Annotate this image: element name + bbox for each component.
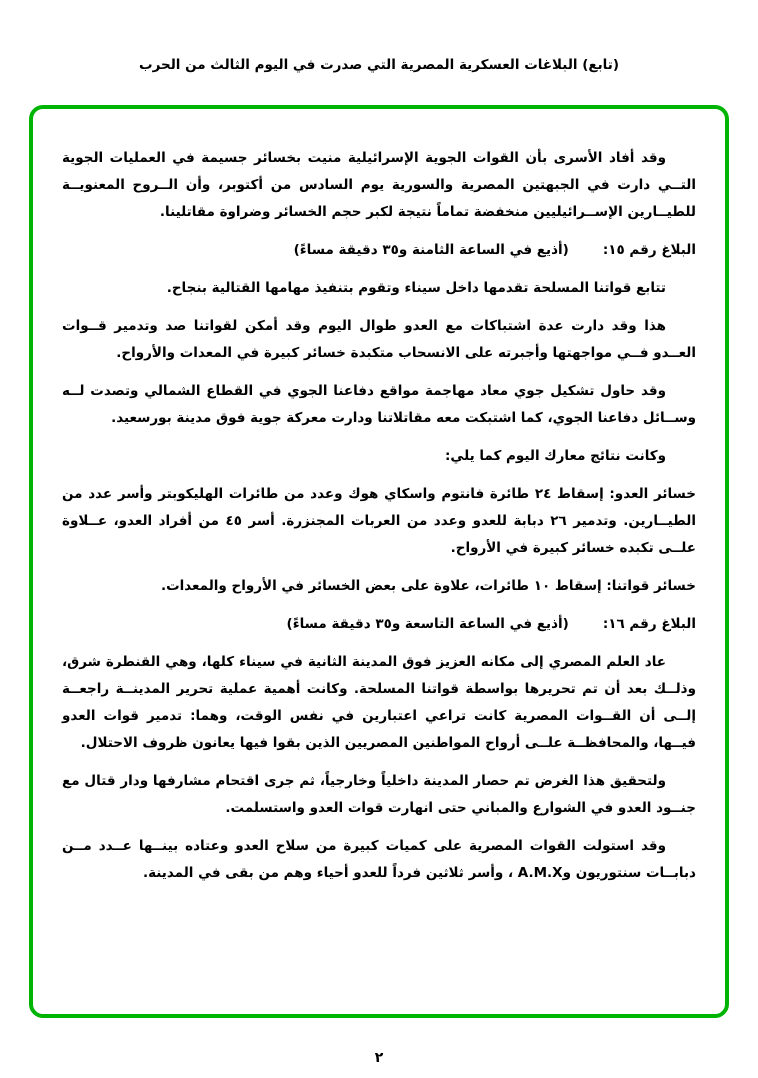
document-title: (تابع) البلاغات العسكرية المصرية التي صدرت في اليوم الثالث من الحرب: [139, 57, 619, 73]
paragraph-city-siege: ولتحقيق هذا الغرض تم حصار المدينة داخلياً وخارجياً، ثم جرى اقتحام مشارفها ودار قتال مع جنــود العدو في الشوارع والمباني حتى انهارت قوات العدو واستسلمت.: [62, 773, 696, 816]
bulletin-16-time: (أذيع في الساعة التاسعة و٣٥ دقيقة مساءً): [286, 616, 569, 632]
paragraph-captured-equipment: وقد استولت القوات المصرية على كميات كبيرة من سلاح العدو وعتاده بينــها عــدد مــن دبابــات سنتوريون وA.M.X ، وأسر ثلاثين فرداً للعدو أحياء وهم من بقى في المدينة.: [62, 838, 696, 881]
paragraph-prisoners-report: وقد أفاد الأسرى بأن القوات الجوية الإسرائيلية منيت بخسائر جسيمة في العمليات الجوية التــي دارت في الجبهتين المصرية والسورية يوم السادس من أكتوبر، وأن الــروح المعنويــة للطيــارين الإســرائيليين منخفضة تماماً نتيجة لكبر حجم الخسائر وضراوة مقاتلينا.: [62, 150, 696, 220]
paragraph-clashes: هذا وقد دارت عدة اشتباكات مع العدو طوال اليوم وقد أمكن لقواتنا صد وتدمير قــوات العــدو فــي مواجهتها وأجبرته على الانسحاب متكبدة خسائر كبيرة في المعدات والأرواح.: [62, 318, 696, 361]
paragraph-qantara-liberation: عاد العلم المصري إلى مكانه العزيز فوق المدينة الثانية في سيناء كلها، وهي القنطرة شرق، وذلــك بعد أن تم تحريرها بواسطة قواتنا المسلحة. وكانت أهمية عملية تحرير المدينــة راجعــة إلــى أن القــوات المصرية كانت تراعي اعتبارين في نفس الوقت، وهما: تدمير قوات العدو فيــها، والمحافظــة علــى أرواح المواطنين المصريين الذين بقوا فيها يعانون ظروف الاحتلال.: [62, 654, 696, 751]
bulletin-16-label: البلاغ رقم ١٦:: [602, 616, 696, 632]
paragraph-results-intro: وكانت نتائج معارك اليوم كما يلي:: [445, 448, 666, 464]
paragraph-enemy-losses: خسائر العدو: إسقاط ٢٤ طائرة فانتوم واسكاي هوك وعدد من طائرات الهليكوبتر وأسر عدد من الطيــارين. وتدمير ٢٦ دبابة للعدو وعدد من العربات المجنزرة. أسر ٤٥ من أفراد العدو، عــلاوة علــى تكبده خسائر كبيرة في الأرواح.: [62, 486, 697, 556]
bulletin-15-label: البلاغ رقم ١٥:: [602, 242, 696, 258]
paragraph-advance-sinai: تتابع قواتنا المسلحة تقدمها داخل سيناء وتقوم بتنفيذ مهامها القتالية بنجاح.: [166, 280, 666, 296]
bulletin-16-heading: [62, 611, 696, 638]
page-number: ٢: [374, 1050, 384, 1066]
paragraph-air-attack-north: وقد حاول تشكيل جوي معاد مهاجمة مواقع دفاعنا الجوي في القطاع الشمالي وتصدت لــه وســائل دفاعنا الجوي، كما اشتبكت معه مقاتلاتنا ودارت معركة جوية فوق مدينة بورسعيد.: [62, 383, 696, 426]
bulletin-15-heading: [62, 237, 696, 264]
paragraph-our-losses: خسائر قواتنا: إسقاط ١٠ طائرات، علاوة على بعض الخسائر في الأرواح والمعدات.: [160, 578, 696, 594]
bulletin-15-time: (أذيع في الساعة الثامنة و٣٥ دقيقة مساءً): [293, 242, 569, 258]
green-frame: [29, 105, 729, 1018]
